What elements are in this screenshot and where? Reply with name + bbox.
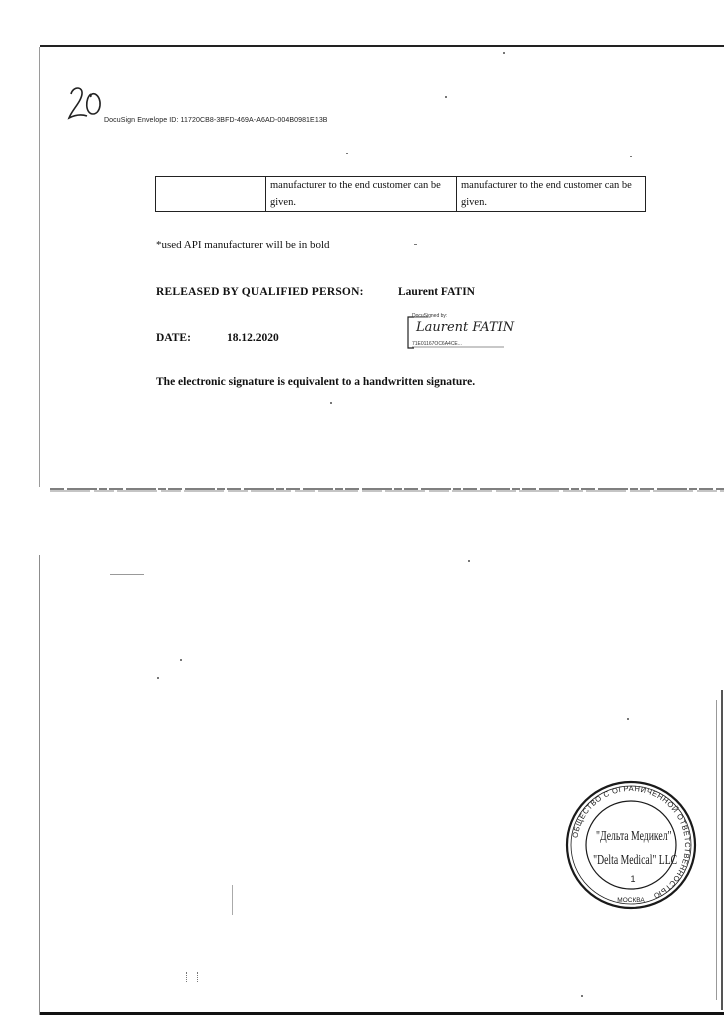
scan-speck bbox=[110, 574, 144, 575]
handwritten-page-number bbox=[63, 80, 107, 124]
scan-speck bbox=[581, 995, 583, 997]
scan-speck bbox=[468, 560, 470, 562]
qualified-person-name: Laurent FATIN bbox=[398, 286, 475, 298]
released-by-label: RELEASED BY QUALIFIED PERSON: bbox=[156, 286, 364, 298]
scan-frame-right bbox=[721, 690, 723, 1010]
table-row bbox=[156, 177, 646, 212]
scan-frame-right-inner bbox=[716, 700, 717, 1000]
api-manufacturer-note: *used API manufacturer will be in bold bbox=[156, 239, 330, 251]
scan-speck bbox=[630, 156, 632, 157]
table-cell: manufacturer to the end customer can be given. bbox=[266, 177, 457, 212]
scan-speck bbox=[180, 659, 182, 661]
signature-hash: 71E01167OC6A4CE... bbox=[412, 341, 462, 347]
scan-speck bbox=[346, 153, 348, 154]
scan-divider-line bbox=[50, 487, 724, 493]
handwritten-signature: Laurent FATIN bbox=[416, 320, 515, 335]
scan-frame-left-lower bbox=[39, 555, 40, 1015]
scan-speck bbox=[186, 972, 198, 982]
electronic-signature-statement: The electronic signature is equivalent to a handwritten signature. bbox=[156, 376, 476, 388]
stamp-company-name-en: "Delta Medical" LLC bbox=[593, 852, 678, 867]
scan-frame-top bbox=[40, 45, 724, 47]
scan-speck bbox=[157, 677, 159, 679]
date-value: 18.12.2020 bbox=[227, 332, 279, 344]
stamp-number: 1 bbox=[630, 874, 636, 884]
scan-speck bbox=[503, 52, 505, 54]
scan-frame-left bbox=[39, 47, 40, 487]
company-seal-stamp bbox=[561, 778, 701, 913]
scan-speck bbox=[232, 885, 233, 915]
docusign-envelope-id: DocuSign Envelope ID: 11720CB8-3BFD-469A-A6AD-004B0981E13B bbox=[104, 117, 328, 124]
scan-speck bbox=[414, 244, 417, 245]
scan-speck bbox=[627, 718, 629, 720]
date-label: DATE: bbox=[156, 332, 191, 344]
stamp-company-name-ru: "Дельта Медикел" bbox=[596, 828, 672, 843]
scan-speck bbox=[445, 96, 447, 98]
document-table bbox=[155, 176, 646, 212]
table-cell bbox=[156, 177, 266, 212]
svg-text:ОБЩЕСТВО С ОГРАНИЧЕННОЙ ОТВЕТС: ОБЩЕСТВО С ОГРАНИЧЕННОЙ ОТВЕТСТВЕННОСТЬЮ bbox=[570, 783, 693, 901]
table-cell: manufacturer to the end customer can be given. bbox=[457, 177, 646, 212]
docusigned-by-caption: DocuSigned by: bbox=[412, 313, 448, 319]
svg-text:МОСКВА: МОСКВА bbox=[617, 897, 645, 904]
scan-speck bbox=[330, 402, 332, 404]
scan-frame-bottom bbox=[40, 1012, 724, 1015]
